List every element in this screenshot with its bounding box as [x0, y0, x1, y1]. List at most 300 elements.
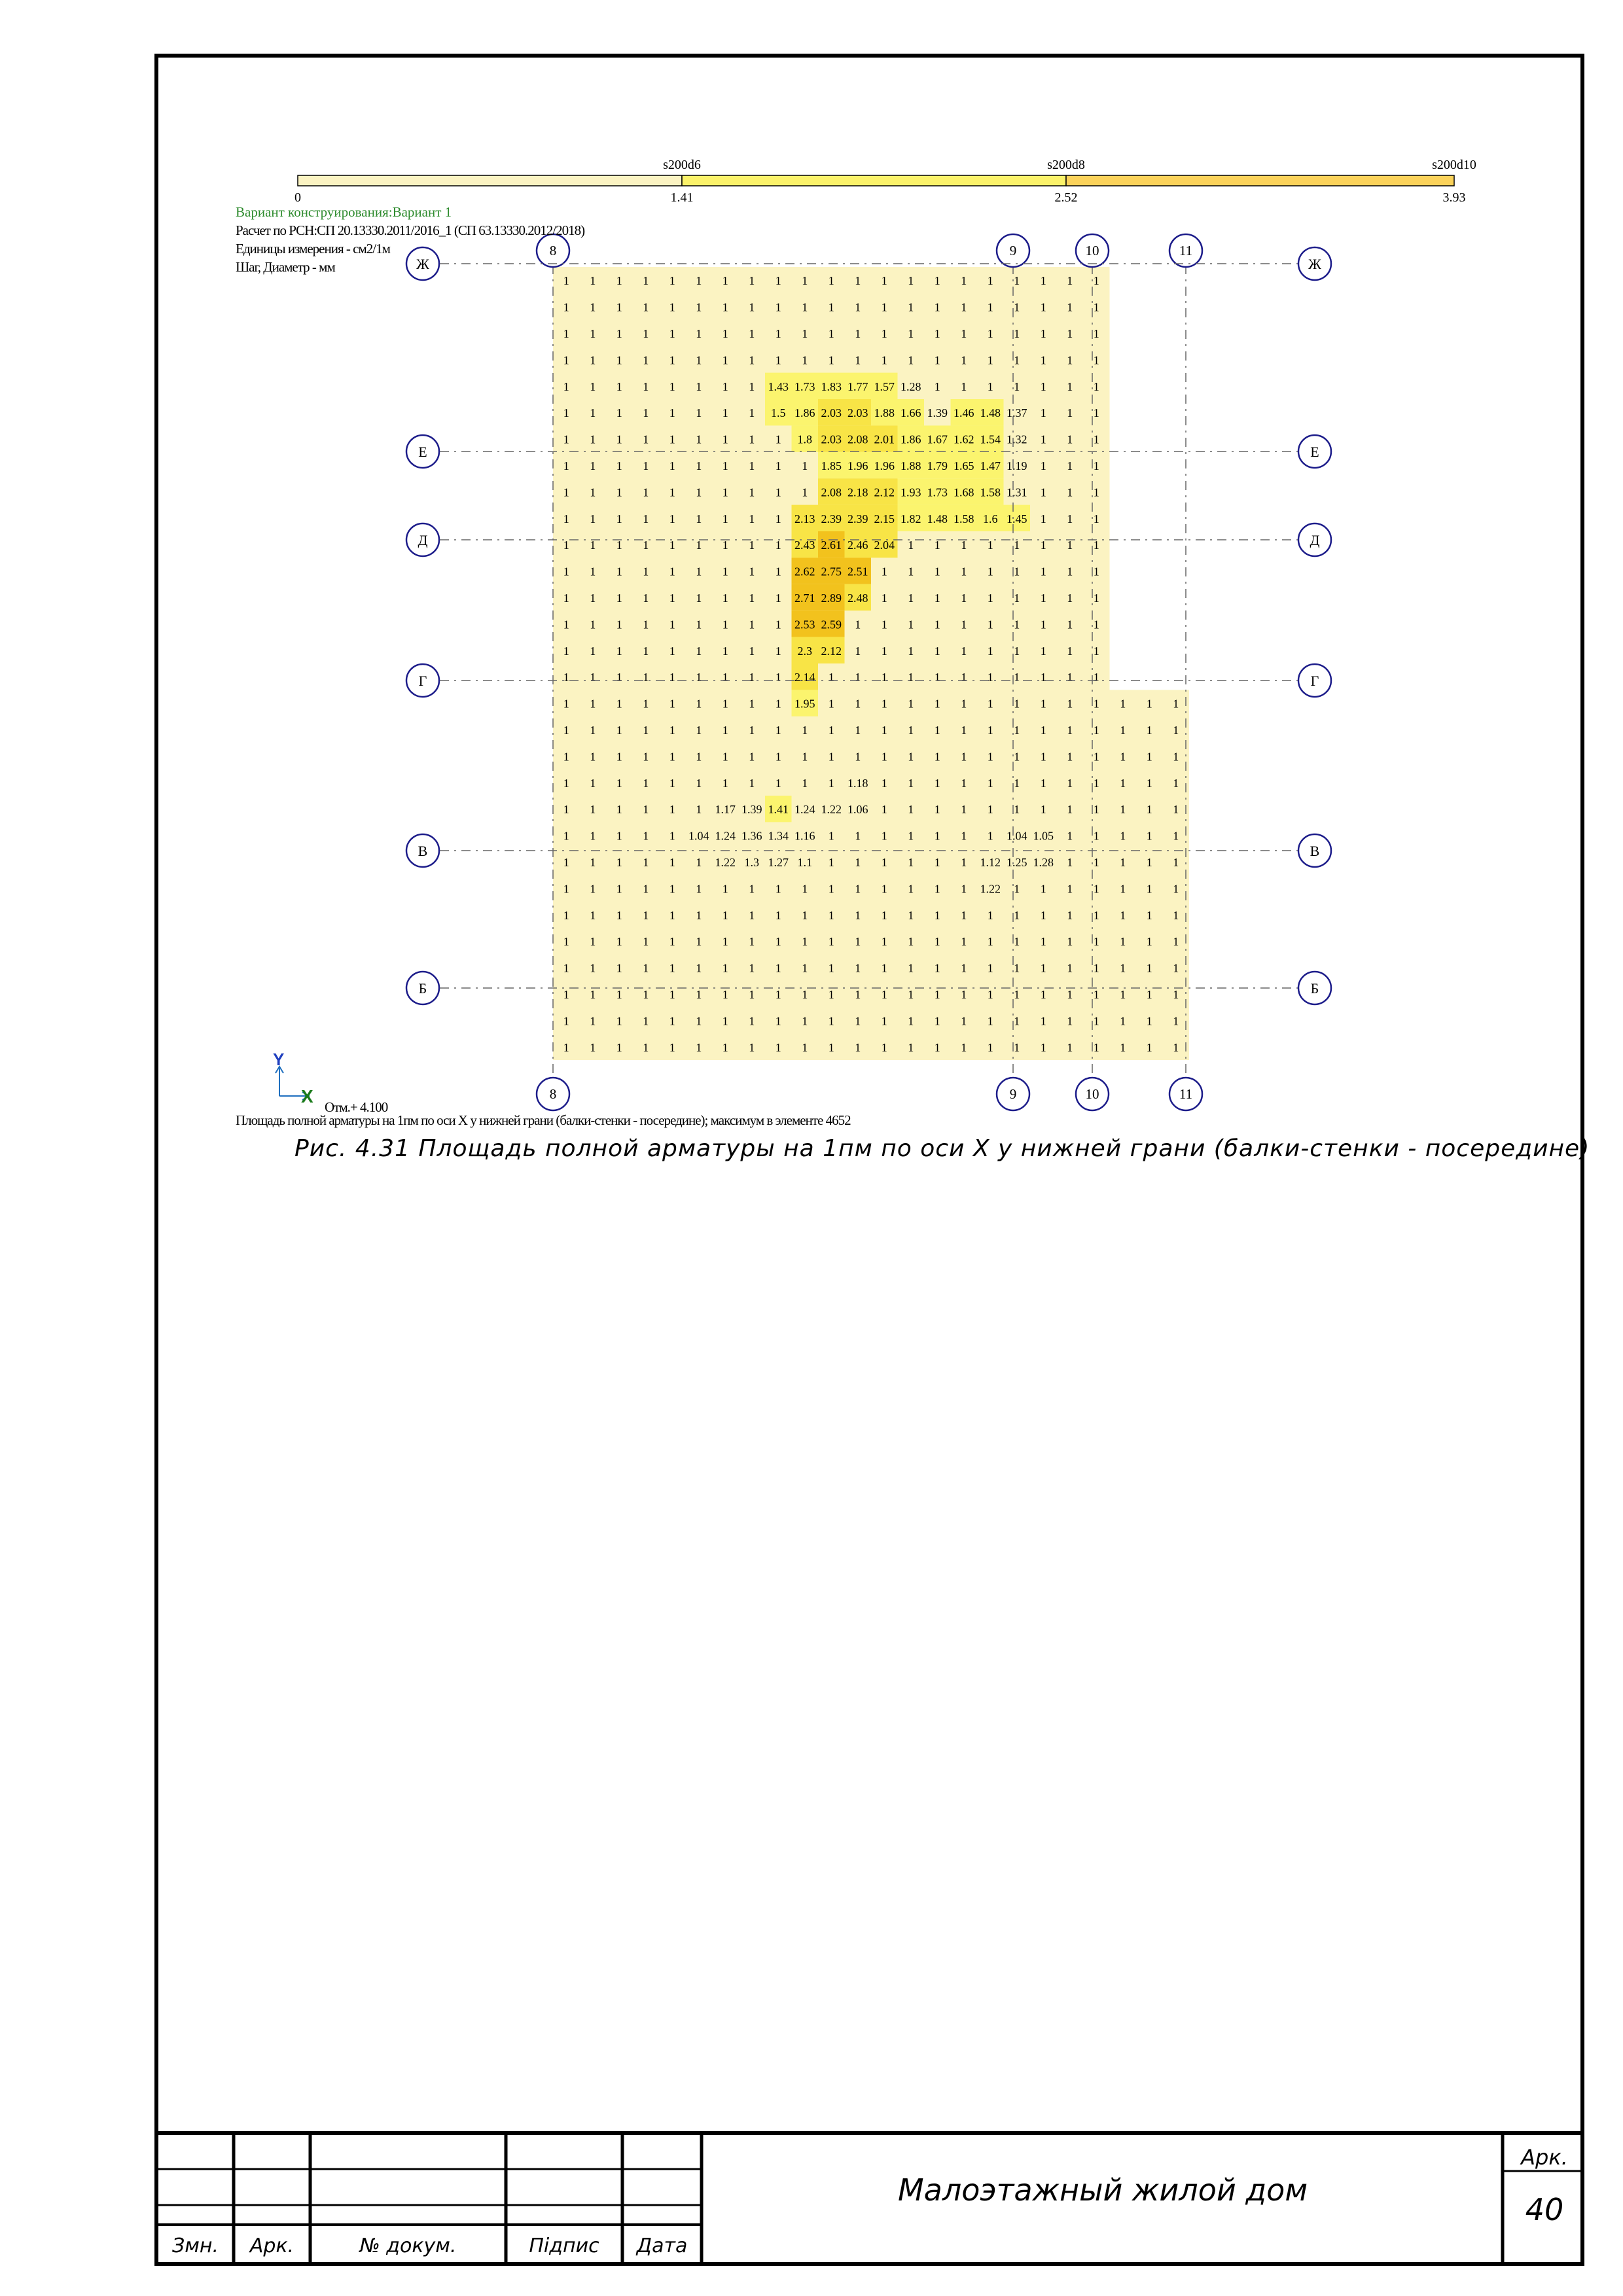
cell-value: 1	[563, 539, 569, 552]
cell-value: 1	[961, 750, 967, 764]
cell-value: 1	[722, 539, 728, 552]
cell-value: 1	[749, 908, 755, 922]
cell-value: 1	[1040, 539, 1046, 552]
cell-value: 1	[1014, 300, 1020, 314]
cell-value: 1	[749, 433, 755, 446]
cell-value: 1.24	[715, 829, 736, 843]
cell-value: 1	[1173, 1014, 1179, 1028]
cell-value: 1.31	[1007, 486, 1027, 499]
cell-value: 1	[563, 908, 569, 922]
cell-value: 1	[590, 935, 596, 949]
cell-value: 1	[590, 618, 596, 631]
cell-value: 1	[1014, 776, 1020, 790]
cell-value: 1	[643, 724, 649, 737]
cell-value: 1.43	[768, 380, 789, 393]
cell-value: 1	[908, 644, 914, 658]
cell-value: 1	[1014, 750, 1020, 764]
cell-value: 1	[881, 644, 887, 658]
column-axis-label: 9	[1009, 1086, 1017, 1102]
cell-value: 1	[696, 592, 702, 605]
cell-value: 1	[563, 327, 569, 340]
cell-value: 1	[1014, 803, 1020, 817]
cell-value: 1	[749, 1040, 755, 1054]
cell-value: 1	[1067, 829, 1073, 843]
cell-value: 1	[1014, 882, 1020, 896]
legend-info-line-3: Единицы измерения - см2/1м	[236, 241, 390, 256]
legend-segment	[1066, 175, 1454, 186]
cell-value: 1	[775, 1014, 781, 1028]
cell-value: 1	[616, 697, 622, 711]
tb-col-sheet: Арк.	[249, 2234, 294, 2257]
cell-value: 1	[775, 988, 781, 1001]
cell-value: 1	[1173, 935, 1179, 949]
cell-value: 1	[1093, 671, 1099, 684]
cell-value: 1	[1067, 1040, 1073, 1054]
row-axis-label: Г	[418, 673, 427, 689]
cell-value: 1	[775, 644, 781, 658]
cell-value: 1	[643, 829, 649, 843]
cell-value: 2.04	[874, 539, 895, 552]
cell-value: 1.67	[927, 433, 948, 446]
cell-value: 1	[1040, 750, 1046, 764]
cell-value: 1	[722, 697, 728, 711]
cell-value: 1	[696, 724, 702, 737]
cell-value: 1.58	[980, 486, 1001, 499]
cell-value: 1	[961, 1040, 967, 1054]
cell-value: 1	[563, 697, 569, 711]
cell-value: 1	[934, 1014, 940, 1028]
cell-value: 1	[961, 592, 967, 605]
cell-value: 1	[855, 1014, 861, 1028]
cell-value: 1	[828, 829, 834, 843]
cell-value: 1	[669, 618, 675, 631]
cell-value: 1	[1120, 856, 1126, 869]
cell-value: 1	[934, 565, 940, 578]
cell-value: 1	[828, 961, 834, 975]
cell-value: 1	[855, 618, 861, 631]
cell-value: 1	[643, 486, 649, 499]
cell-value: 1	[563, 1014, 569, 1028]
cell-value: 1	[934, 300, 940, 314]
cell-value: 1.73	[927, 486, 948, 499]
cell-value: 1	[1173, 988, 1179, 1001]
cell-value: 1	[881, 353, 887, 367]
cell-value: 1	[590, 829, 596, 843]
cell-value: 1	[908, 671, 914, 684]
cell-value: 1	[775, 486, 781, 499]
cell-value: 1.17	[715, 803, 736, 817]
cell-value: 2.3	[797, 644, 812, 658]
cell-value: 1	[881, 592, 887, 605]
cell-value: 1	[775, 671, 781, 684]
cell-value: 1	[881, 908, 887, 922]
cell-value: 1	[669, 776, 675, 790]
cell-value: 1	[669, 327, 675, 340]
cell-value: 1	[563, 592, 569, 605]
cell-value: 1	[669, 300, 675, 314]
cell-value: 1	[669, 856, 675, 869]
cell-value: 1	[643, 697, 649, 711]
cell-value: 1	[616, 618, 622, 631]
cell-value: 1	[1067, 512, 1073, 525]
cell-value: 1	[908, 327, 914, 340]
cell-value: 1	[643, 908, 649, 922]
cell-value: 2.39	[847, 512, 868, 525]
cell-value: 1	[775, 961, 781, 975]
cell-value: 1	[643, 433, 649, 446]
cell-value: 1	[961, 935, 967, 949]
cell-value: 1.04	[688, 829, 709, 843]
cell-value: 1	[1067, 380, 1073, 393]
cell-value: 1	[749, 724, 755, 737]
cell-value: 1	[1173, 882, 1179, 896]
cell-value: 1	[1040, 882, 1046, 896]
cell-value: 1	[828, 327, 834, 340]
cell-value: 1	[669, 353, 675, 367]
cell-value: 1	[616, 988, 622, 1001]
cell-value: 1	[775, 882, 781, 896]
cell-value: 1.04	[1007, 829, 1027, 843]
cell-value: 1	[881, 856, 887, 869]
cell-value: 1	[722, 406, 728, 420]
cell-value: 2.59	[821, 618, 842, 631]
cell-value: 1	[1067, 459, 1073, 472]
cell-value: 1	[961, 539, 967, 552]
cell-value: 1	[563, 353, 569, 367]
cell-value: 1.57	[874, 380, 895, 393]
cell-value: 1	[696, 1040, 702, 1054]
cell-value: 1	[828, 1014, 834, 1028]
cell-value: 1	[1067, 274, 1073, 288]
cell-value: 1	[1093, 539, 1099, 552]
cell-value: 1	[696, 671, 702, 684]
cell-value: 1	[563, 935, 569, 949]
row-axis-label: Е	[1310, 444, 1319, 460]
cell-value: 1	[696, 539, 702, 552]
cell-value: 2.08	[821, 486, 842, 499]
cell-value: 1	[643, 882, 649, 896]
cell-value: 1	[1093, 459, 1099, 472]
cell-value: 1.19	[1007, 459, 1027, 472]
cell-value: 1	[616, 459, 622, 472]
cell-value: 1	[590, 353, 596, 367]
cell-value: 1.83	[821, 380, 842, 393]
cell-value: 1	[1040, 776, 1046, 790]
cell-value: 1	[855, 935, 861, 949]
cell-value: 1	[1014, 565, 1020, 578]
row-axis-label: В	[1310, 843, 1320, 859]
cell-value: 1	[616, 1014, 622, 1028]
cell-value: 1	[1067, 433, 1073, 446]
cell-value: 1	[855, 697, 861, 711]
cell-value: 2.03	[821, 406, 842, 420]
cell-value: 1	[881, 829, 887, 843]
cell-value: 1	[563, 300, 569, 314]
cell-value: 1	[987, 565, 993, 578]
cell-value: 1	[669, 406, 675, 420]
cell-value: 1	[643, 856, 649, 869]
cell-value: 1	[749, 565, 755, 578]
cell-value: 1	[590, 565, 596, 578]
cell-value: 1	[643, 671, 649, 684]
cell-value: 1	[749, 274, 755, 288]
cell-value: 1	[1173, 908, 1179, 922]
cell-value: 1	[802, 327, 808, 340]
cell-value: 1	[1014, 935, 1020, 949]
cell-value: 1	[881, 671, 887, 684]
row-axis-label: Е	[418, 444, 427, 460]
cell-value: 1	[934, 803, 940, 817]
column-axis-label: 9	[1009, 243, 1017, 258]
cell-value: 1.41	[768, 803, 789, 817]
legend-tick: 2.52	[1054, 190, 1078, 205]
cell-value: 1	[563, 618, 569, 631]
cell-value: 1	[1146, 724, 1152, 737]
cell-value: 1	[722, 486, 728, 499]
cell-value: 1	[1093, 1040, 1099, 1054]
cell-value: 1	[987, 380, 993, 393]
cell-value: 1	[1040, 697, 1046, 711]
cell-value: 1	[855, 327, 861, 340]
cell-value: 1	[828, 300, 834, 314]
cell-value: 1	[1146, 908, 1152, 922]
cell-value: 1	[855, 353, 861, 367]
cell-value: 1	[1014, 697, 1020, 711]
cell-value: 1	[1093, 274, 1099, 288]
y-axis-label: Y	[273, 1050, 285, 1069]
cell-value: 1	[722, 380, 728, 393]
cell-value: 1	[669, 671, 675, 684]
legend-tick: 1.41	[670, 190, 694, 205]
cell-value: 1.24	[794, 803, 815, 817]
tb-col-date: Дата	[636, 2234, 688, 2257]
cell-value: 1	[961, 353, 967, 367]
cell-value: 1	[722, 565, 728, 578]
legend-label: s200d10	[1432, 158, 1476, 172]
cell-value: 1	[828, 697, 834, 711]
cell-value: 1	[590, 380, 596, 393]
cell-value: 1.39	[927, 406, 948, 420]
cell-value: 1	[590, 724, 596, 737]
cell-value: 1	[696, 512, 702, 525]
cell-value: 1	[802, 988, 808, 1001]
cell-value: 1	[1040, 961, 1046, 975]
cell-value: 1	[961, 644, 967, 658]
cell-value: 1	[908, 618, 914, 631]
cell-value: 1	[1014, 644, 1020, 658]
cell-value: 1	[722, 1040, 728, 1054]
cell-value: 2.51	[847, 565, 868, 578]
cell-value: 1	[961, 1014, 967, 1028]
cell-value: 1	[696, 618, 702, 631]
cell-value: 1	[616, 803, 622, 817]
legend-segment	[298, 175, 682, 186]
cell-value: 1	[934, 988, 940, 1001]
cell-value: 1	[1146, 961, 1152, 975]
cell-value: 1	[590, 988, 596, 1001]
cell-value: 1.95	[794, 697, 815, 711]
row-axis-label: Д	[1310, 532, 1320, 548]
cell-value: 1.05	[1033, 829, 1054, 843]
cell-value: 1	[749, 644, 755, 658]
cell-value: 1	[881, 750, 887, 764]
cell-value: 1	[669, 829, 675, 843]
cell-value: 1.25	[1007, 856, 1027, 869]
cell-value: 1	[696, 882, 702, 896]
cell-value: 1	[828, 274, 834, 288]
cell-value: 1	[616, 1040, 622, 1054]
cell-value: 1	[961, 565, 967, 578]
cell-value: 1	[987, 327, 993, 340]
cell-value: 1	[722, 433, 728, 446]
cell-value: 1	[696, 327, 702, 340]
cell-value: 1	[961, 961, 967, 975]
cell-value: 1	[1067, 776, 1073, 790]
cell-value: 1	[908, 697, 914, 711]
cell-value: 1	[855, 671, 861, 684]
cell-value: 1	[590, 671, 596, 684]
cell-value: 1	[1093, 988, 1099, 1001]
cell-value: 1.12	[980, 856, 1001, 869]
cell-value: 1	[643, 961, 649, 975]
cell-value: 1	[855, 644, 861, 658]
cell-value: 1	[1120, 724, 1126, 737]
cell-value: 1.36	[741, 829, 762, 843]
cell-value: 1	[934, 724, 940, 737]
sheet-number: 40	[1525, 2192, 1564, 2227]
cell-value: 1	[590, 433, 596, 446]
cell-value: 1	[590, 697, 596, 711]
row-axis-label: Г	[1310, 673, 1319, 689]
cell-value: 1	[669, 433, 675, 446]
cell-value: 1	[934, 856, 940, 869]
cell-value: 1.6	[983, 512, 998, 525]
cell-value: 1	[802, 459, 808, 472]
cell-value: 1	[616, 274, 622, 288]
cell-value: 1	[722, 618, 728, 631]
cell-value: 1	[563, 459, 569, 472]
cell-value: 1	[590, 539, 596, 552]
grid-background-ext	[1110, 690, 1190, 1060]
cell-value: 2.89	[821, 592, 842, 605]
cell-value: 1	[881, 300, 887, 314]
cell-value: 1	[669, 988, 675, 1001]
cell-value: 1	[1067, 908, 1073, 922]
cell-value: 1	[961, 300, 967, 314]
cell-value: 1	[1093, 565, 1099, 578]
cell-value: 1	[590, 1040, 596, 1054]
cell-value: 1	[1040, 406, 1046, 420]
cell-value: 1	[1040, 1040, 1046, 1054]
cell-value: 1	[1067, 539, 1073, 552]
cell-value: 1	[643, 750, 649, 764]
cell-value: 1	[1040, 512, 1046, 525]
cell-value: 1.88	[874, 406, 895, 420]
cell-value: 1	[881, 882, 887, 896]
cell-value: 1	[1067, 592, 1073, 605]
cell-value: 1	[1093, 803, 1099, 817]
cell-value: 2.61	[821, 539, 842, 552]
cell-value: 1	[722, 512, 728, 525]
legend-info-line-2: Расчет по РСН:СП 20.13330.2011/2016_1 (СП 63.13330.2012/2018)	[236, 222, 585, 238]
cell-value: 1.62	[954, 433, 974, 446]
cell-value: 1	[1040, 803, 1046, 817]
cell-value: 1	[616, 327, 622, 340]
cell-value: 1.8	[797, 433, 812, 446]
cell-value: 1	[1014, 618, 1020, 631]
cell-value: 1	[1067, 406, 1073, 420]
cell-value: 1	[987, 618, 993, 631]
cell-value: 1	[775, 750, 781, 764]
cell-value: 1	[908, 274, 914, 288]
cell-value: 1	[961, 618, 967, 631]
cell-value: 1	[590, 300, 596, 314]
cell-value: 1	[722, 935, 728, 949]
cell-value: 1	[881, 776, 887, 790]
cell-value: 1	[908, 961, 914, 975]
cell-value: 1	[1067, 988, 1073, 1001]
row-axis-label: Д	[418, 532, 428, 548]
cell-value: 1	[696, 486, 702, 499]
cell-value: 1	[590, 327, 596, 340]
cell-value: 1.1	[797, 856, 812, 869]
cell-value: 1	[1120, 935, 1126, 949]
cell-value: 1	[1093, 724, 1099, 737]
cell-value: 1	[828, 776, 834, 790]
cell-value: 1.82	[901, 512, 921, 525]
cell-value: 1	[1093, 406, 1099, 420]
cell-value: 1	[802, 750, 808, 764]
cell-value: 1	[696, 353, 702, 367]
cell-value: 1	[934, 353, 940, 367]
cell-value: 1	[881, 724, 887, 737]
cell-value: 1	[987, 750, 993, 764]
cell-value: 1	[908, 908, 914, 922]
cell-value: 1.32	[1007, 433, 1027, 446]
cell-value: 1	[802, 274, 808, 288]
cell-value: 1	[749, 618, 755, 631]
cell-value: 1.93	[901, 486, 921, 499]
cell-value: 1	[1014, 961, 1020, 975]
cell-value: 2.08	[847, 433, 868, 446]
cell-value: 1	[908, 1014, 914, 1028]
cell-value: 1	[1067, 803, 1073, 817]
cell-value: 1	[987, 961, 993, 975]
cell-value: 1	[961, 908, 967, 922]
cell-value: 1	[961, 882, 967, 896]
cell-value: 1	[749, 327, 755, 340]
cell-value: 1	[563, 988, 569, 1001]
cell-value: 1	[616, 776, 622, 790]
cell-value: 2.18	[847, 486, 868, 499]
cell-value: 1	[1040, 724, 1046, 737]
cell-value: 1	[563, 565, 569, 578]
cell-value: 1	[563, 882, 569, 896]
legend-label: s200d6	[663, 158, 701, 172]
cell-value: 1	[1067, 300, 1073, 314]
cell-value: 1	[563, 961, 569, 975]
cell-value: 2.62	[794, 565, 815, 578]
cell-value: 1	[563, 750, 569, 764]
cell-value: 1.5	[771, 406, 786, 420]
column-axis-label: 11	[1179, 243, 1193, 258]
cell-value: 1	[1093, 935, 1099, 949]
cell-value: 1	[563, 486, 569, 499]
cell-value: 1	[722, 882, 728, 896]
cell-value: 1	[696, 961, 702, 975]
cell-value: 1	[1014, 908, 1020, 922]
cell-value: 1	[908, 353, 914, 367]
